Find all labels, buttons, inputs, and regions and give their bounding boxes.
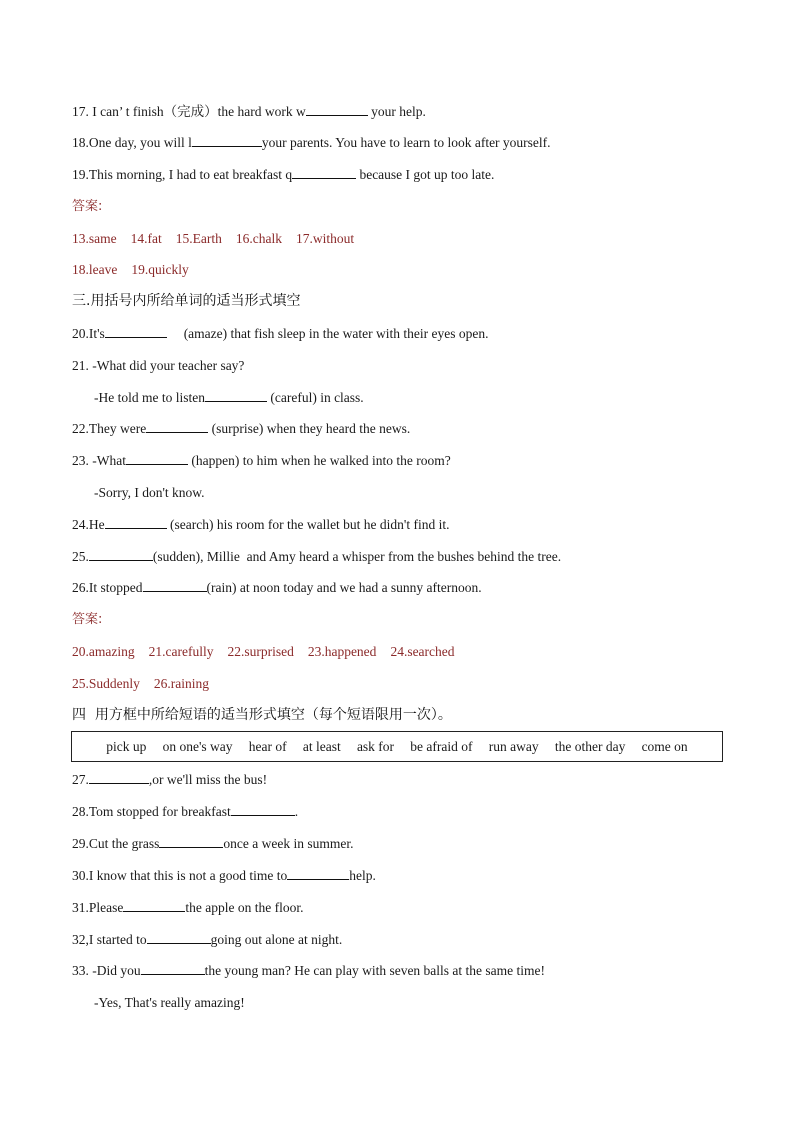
- phrase-item: on one's way: [162, 738, 233, 754]
- answer-blank[interactable]: [159, 835, 223, 848]
- question-23-response: -Sorry, I don't know.: [94, 485, 205, 500]
- answer-blank[interactable]: [126, 452, 188, 465]
- question-23: 23. -What (happen) to him when he walked into the room?: [72, 453, 451, 468]
- answer-blank[interactable]: [231, 803, 295, 816]
- question-22: 22.They were (surprise) when they heard the news.: [72, 421, 411, 436]
- answer-label: 答案:: [72, 199, 103, 214]
- answer-blank[interactable]: [143, 579, 207, 592]
- phrase-item: at least: [302, 738, 341, 754]
- answer-blank[interactable]: [89, 548, 153, 561]
- answer-blank[interactable]: [123, 899, 185, 912]
- answer-blank[interactable]: [146, 420, 208, 433]
- answer-blank[interactable]: [306, 103, 368, 116]
- question-33-response: -Yes, That's really amazing!: [94, 995, 245, 1010]
- answer-label: 答案:: [72, 612, 103, 627]
- phrase-item: the other day: [554, 738, 626, 754]
- question-29: 29.Cut the grass once a week in summer.: [72, 836, 354, 851]
- phrase-item: hear of: [248, 738, 287, 754]
- question-25: 25. (sudden), Millie and Amy heard a whisper from the bushes behind the tree.: [72, 549, 562, 564]
- answer-blank[interactable]: [192, 134, 262, 147]
- answer-blank[interactable]: [287, 867, 349, 880]
- question-17: 17. I can’ t finish（完成）the hard work w your help.: [72, 104, 426, 119]
- answer-blank[interactable]: [205, 389, 267, 402]
- question-30: 30.I know that this is not a good time to help.: [72, 868, 376, 883]
- phrase-item: ask for: [356, 738, 395, 754]
- question-28: 28.Tom stopped for breakfast .: [72, 804, 299, 819]
- phrase-bank-box: [71, 731, 723, 762]
- answer-key-row: 25.Suddenly 26.raining: [72, 676, 210, 691]
- answer-blank[interactable]: [89, 771, 149, 784]
- answer-key-row: 18.leave 19.quickly: [72, 262, 189, 277]
- question-24: 24.He (search) his room for the wallet but he didn't find it.: [72, 517, 450, 532]
- question-18: 18.One day, you will l your parents. You have to learn to look after yourself.: [72, 135, 551, 150]
- answer-blank[interactable]: [105, 325, 167, 338]
- question-33: 33. -Did you the young man? He can play with seven balls at the same time!: [72, 963, 546, 978]
- question-20: 20.It's (amaze) that fish sleep in the water with their eyes open.: [72, 326, 489, 341]
- section-title: 三.用括号内所给单词的适当形式填空: [72, 293, 301, 309]
- question-32: 32,I started to going out alone at night.: [72, 932, 343, 947]
- phrase-item: run away: [488, 738, 539, 754]
- answer-blank[interactable]: [292, 166, 356, 179]
- question-21: 21. -What did your teacher say?: [72, 358, 245, 373]
- phrase-item: be afraid of: [410, 738, 473, 754]
- question-19: 19.This morning, I had to eat breakfast q because I got up too late.: [72, 167, 495, 182]
- question-31: 31.Please the apple on the floor.: [72, 900, 304, 915]
- answer-key-row: 13.same 14.fat 15.Earth 16.chalk 17.without: [72, 231, 355, 246]
- answer-blank[interactable]: [105, 516, 167, 529]
- phrase-item: pick up: [106, 738, 147, 754]
- answer-key-row: 20.amazing 21.carefully 22.surprised 23.happened 24.searched: [72, 644, 455, 659]
- question-21-response: -He told me to listen (careful) in class.: [94, 390, 364, 405]
- section-title: 四 用方框中所给短语的适当形式填空（每个短语限用一次）。: [72, 707, 452, 723]
- question-26: 26.It stopped (rain) at noon today and we had a sunny afternoon.: [72, 580, 482, 595]
- question-27: 27. ,or we'll miss the bus!: [72, 772, 268, 787]
- answer-blank[interactable]: [147, 931, 211, 944]
- phrase-item: come on: [641, 738, 688, 754]
- answer-blank[interactable]: [141, 962, 205, 975]
